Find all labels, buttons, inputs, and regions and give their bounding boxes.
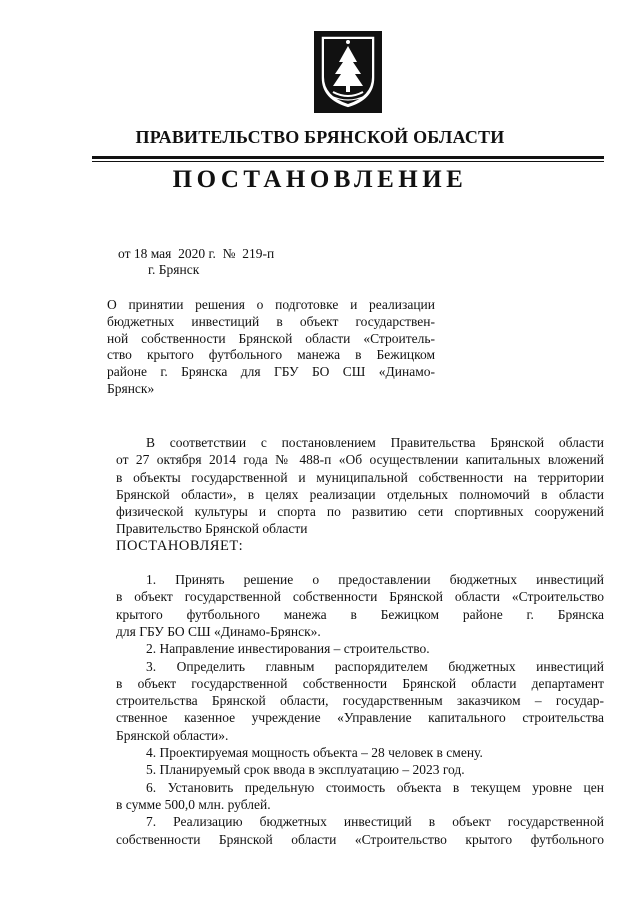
subject-line: ной собственности Брянской области «Строитель- [107,330,435,346]
paragraph-gap [116,555,604,571]
preamble-line: в объекты государственной и муниципальной собственности на территории [116,469,604,485]
document-city: г. Брянск [148,262,200,277]
preamble-line: В соответствии с постановлением Правительства Брянской области [146,435,604,450]
subject-line: районе г. Брянска для ГБУ БО СШ «Динамо- [107,364,435,380]
preamble-line: от 27 октября 2014 года № 488-п «Об осуществлении капитальных вложений [116,452,604,468]
preamble-line: Брянской области», в целях реализации отдельных полномочий в области [116,486,604,502]
item-5: 5. Планируемый срок ввода в эксплуатацию – 2023 год. [146,762,465,778]
decree-word: ПОСТАНОВЛЯЕТ: [116,537,244,554]
subject-line: О принятии решения о подготовке и реализации [107,297,435,312]
document-type-title: ПОСТАНОВЛЕНИЕ [172,166,468,193]
header-rule-thick [92,156,604,159]
document-body [116,434,604,848]
item-2: 2. Направление инвестирования – строительство. [146,641,430,657]
subject-line: бюджетных инвестиций в объект государствен- [107,313,435,329]
item-3-line: ственное казенное учреждение «Управление капитального строительства [116,710,604,726]
item-1-line: в объект государственной собственности Брянской области «Строительство [116,589,604,605]
item-3-line: строительства Брянской области, государственным заказчиком – государ- [116,693,604,709]
header-rule-thin [92,161,604,162]
government-title: ПРАВИТЕЛЬСТВО БРЯНСКОЙ ОБЛАСТИ [135,127,505,147]
item-3-line: в объект государственной собственности Брянской области департамент [116,675,604,691]
document-date-number: от 18 мая 2020 г. № 219-п [118,246,275,261]
item-3-line: 3. Определить главным распорядителем бюджетных инвестиций [146,658,604,674]
item-1-line: для ГБУ БО СШ «Динамо-Брянск». [116,623,321,639]
bryansk-coat-of-arms-icon [313,30,383,114]
item-3-line: Брянской области». [116,727,229,743]
item-6-line: 6. Установить предельную стоимость объекта в текущем уровне цен [146,779,604,795]
item-1-line: 1. Принять решение о предоставлении бюджетных инвестиций [146,572,604,588]
item-1-line: крытого футбольного манежа в Бежицком районе г. Брянска [116,606,604,622]
document-subject [107,297,435,398]
item-7-line: собственности Брянской области «Строительство крытого футбольного [116,831,604,847]
subject-line: ство крытого футбольного манежа в Бежицком [107,347,435,363]
preamble-line: физической культуры и спорта по развитию сети спортивных сооружений [116,504,604,520]
subject-line: Брянск» [107,380,155,396]
preamble-line: Правительство Брянской области [116,521,308,537]
item-4: 4. Проектируемая мощность объекта – 28 человек в смену. [146,745,483,761]
item-7-line: 7. Реализацию бюджетных инвестиций в объект государственной [146,814,604,830]
item-6-line: в сумме 500,0 млн. рублей. [116,796,271,812]
